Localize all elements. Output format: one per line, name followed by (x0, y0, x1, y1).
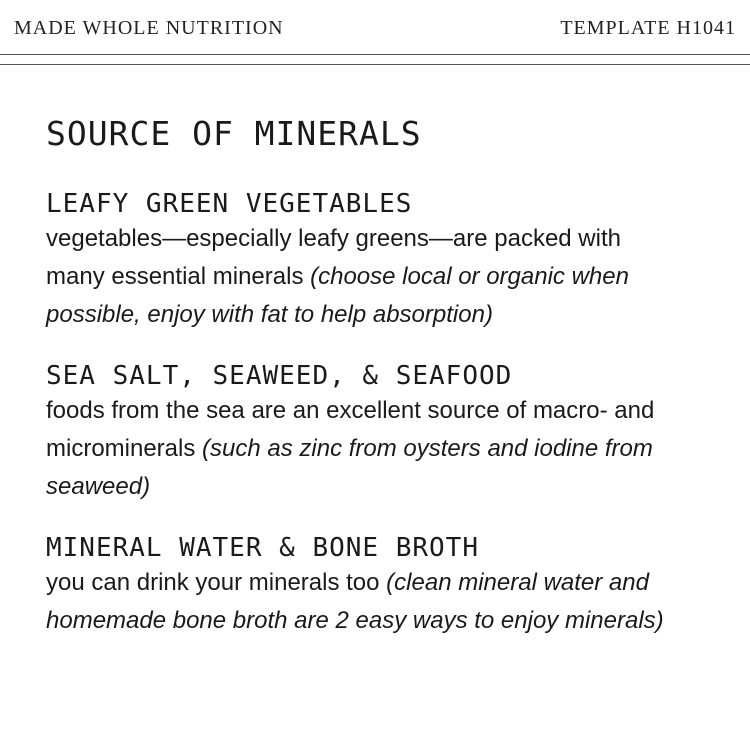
section-note: (such as zinc from oysters and iodine from seaweed) (46, 435, 653, 500)
header-divider-top (0, 54, 750, 55)
section-body (46, 220, 686, 334)
section-body (46, 392, 686, 506)
section-body (46, 564, 686, 640)
section-note: (clean mineral water and homemade bone broth are 2 easy ways to enjoy minerals) (46, 569, 664, 634)
section-heading: SEA SALT, SEAWEED, & SEAFOOD (46, 361, 513, 391)
page-title: SOURCE OF MINERALS (46, 114, 422, 153)
template-code: TEMPLATE H1041 (560, 17, 736, 39)
section-sea-foods (46, 360, 726, 506)
main-content (46, 112, 726, 666)
section-heading: MINERAL WATER & BONE BROTH (46, 533, 479, 563)
brand-name: MADE WHOLE NUTRITION (14, 17, 284, 39)
section-text: foods from the sea are an excellent source of macro- and microminerals (46, 397, 655, 462)
header-divider-bottom (0, 64, 750, 65)
section-note: (choose local or organic when possible, enjoy with fat to help absorption) (46, 263, 629, 328)
header (0, 0, 750, 54)
section-heading: LEAFY GREEN VEGETABLES (46, 189, 413, 219)
section-leafy-greens (46, 188, 726, 334)
section-mineral-water (46, 532, 726, 640)
section-text: vegetables—especially leafy greens—are packed with many essential minerals (46, 225, 621, 290)
section-text: you can drink your minerals too (46, 569, 380, 596)
